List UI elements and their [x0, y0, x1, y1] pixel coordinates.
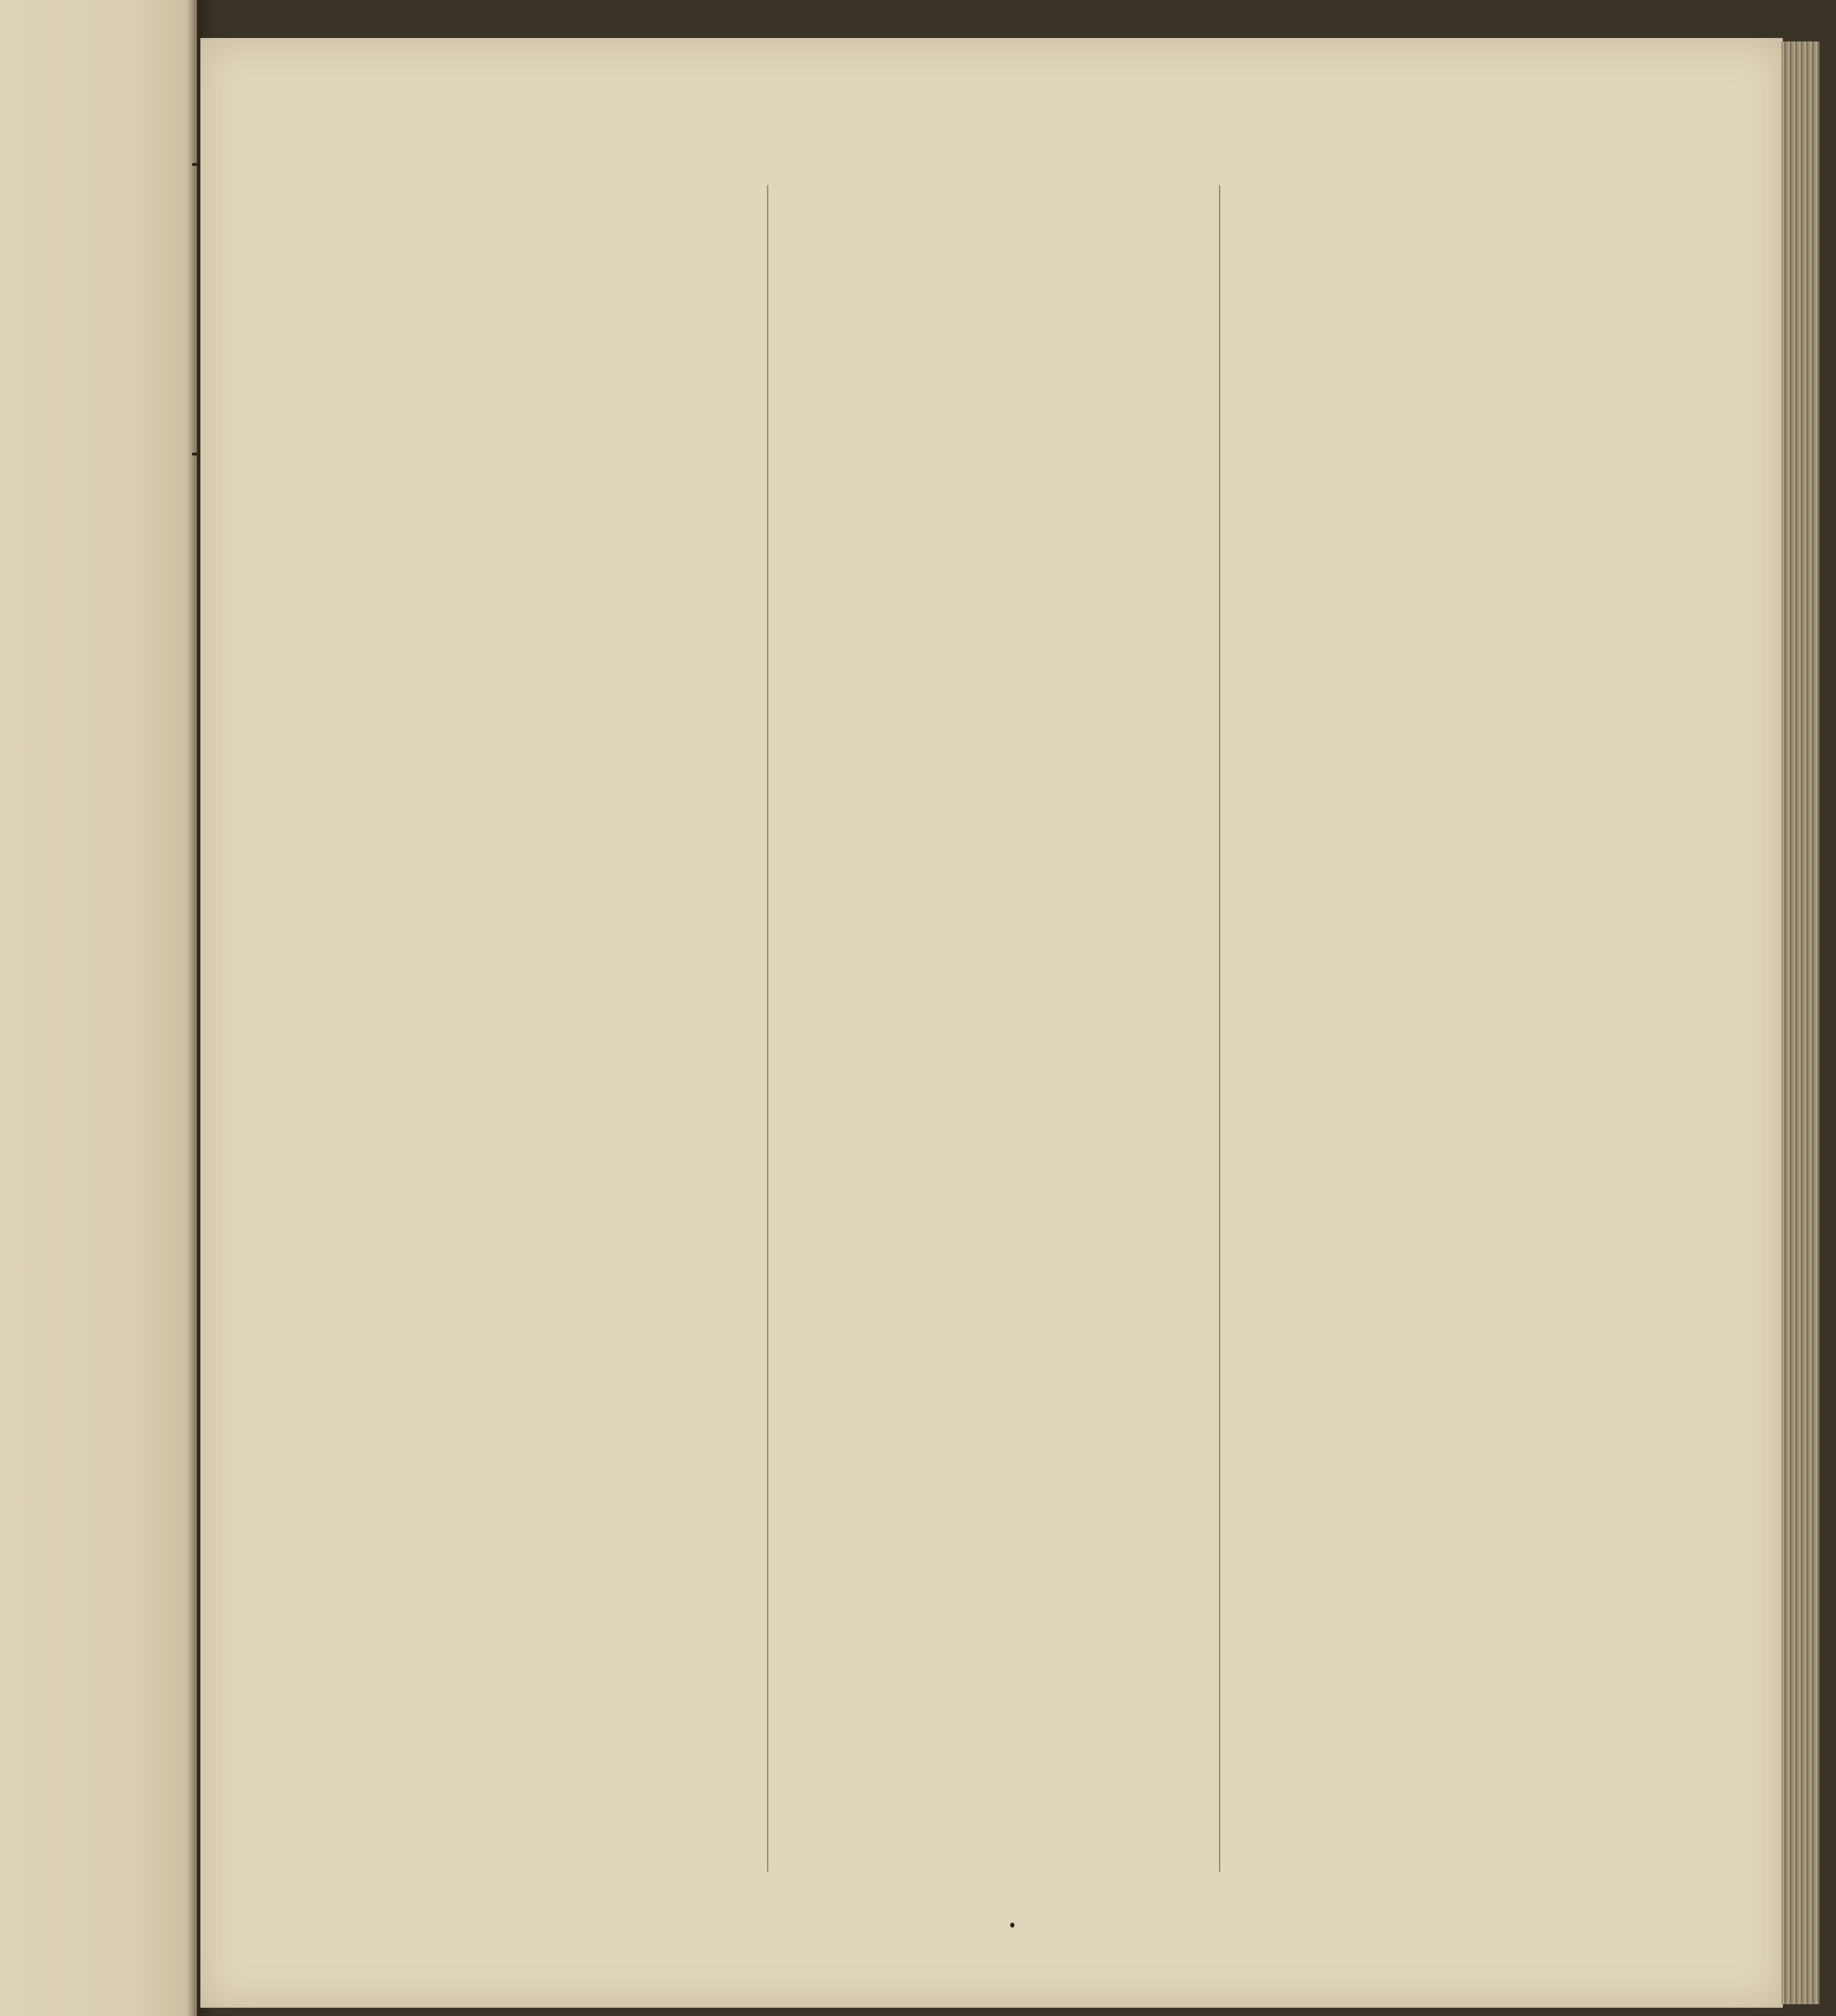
column-rule	[1219, 185, 1220, 1872]
right-page	[200, 38, 1783, 2008]
left-page	[0, 0, 197, 2016]
page-edges	[1781, 41, 1819, 2004]
column-rule	[767, 185, 768, 1872]
print-speck	[1010, 1923, 1014, 1928]
